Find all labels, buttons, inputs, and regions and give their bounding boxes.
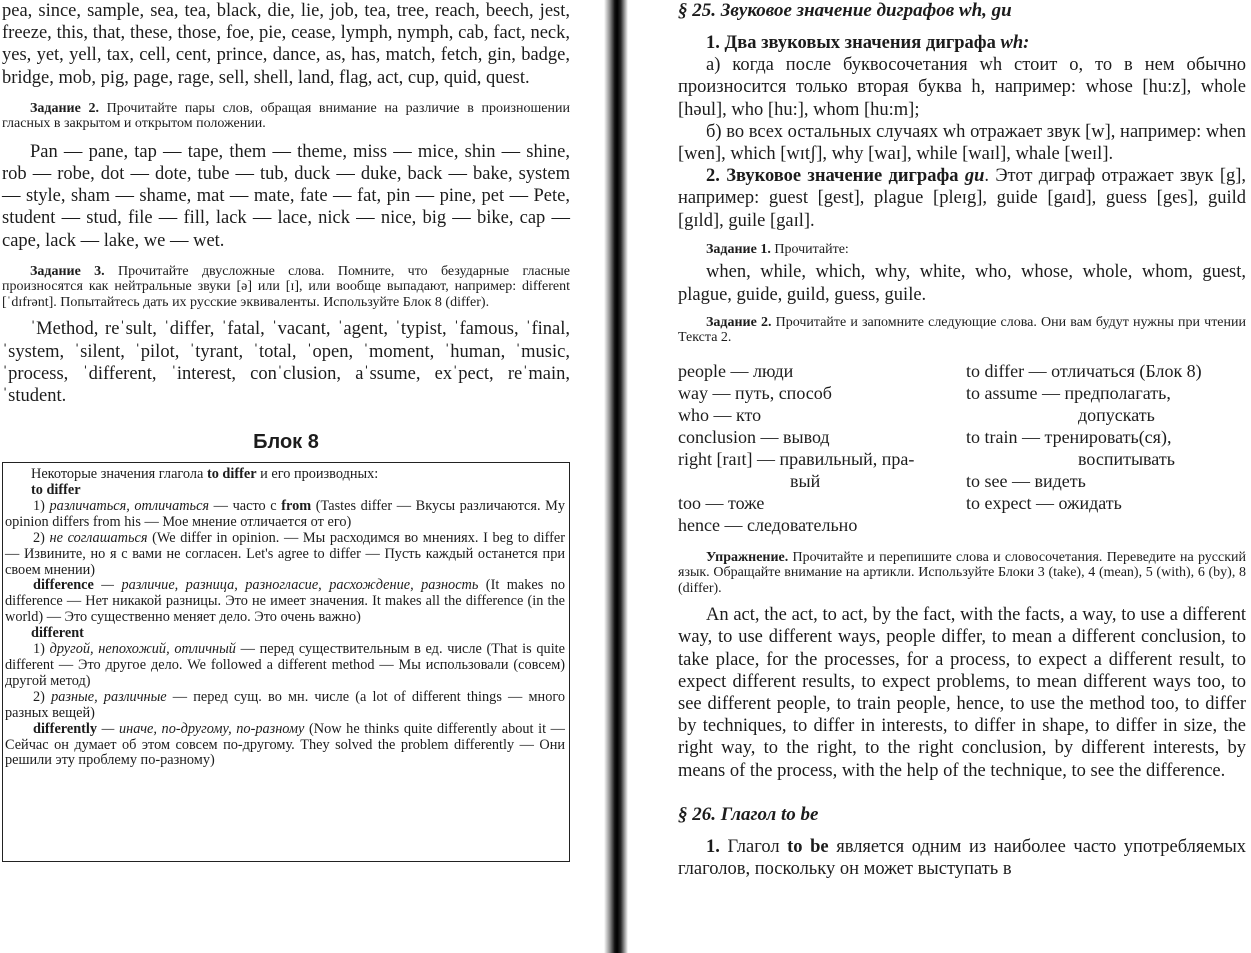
task-2-instructions <box>2 101 570 132</box>
block-8-intro: Некоторые значения глагола to differ и его производных: <box>31 466 379 483</box>
vocab-item: too — тоже <box>678 492 765 513</box>
two-syllable-words: ˈMethod, reˈsult, ˈdiffer, ˈfatal, ˈvacant, ˈagent, ˈtypist, ˈfamous, ˈfinal, ˈsystem, ˈsilent, ˈpilot, ˈtyrant, ˈtotal, ˈopen, ˈmoment, ˈhuman, ˈmusic, ˈprocess, ˈdifferent, ˈinterest, conˈclusion, aˈssume, exˈpect, reˈmain, ˈstudent. <box>2 319 570 406</box>
section-25-title: § 25. Звуковое значение диграфов wh, gu <box>678 0 1012 21</box>
differ-meaning-2: 2) не соглашаться (We differ in opinion. — Мы расходимся во мнениях. I beg to differ — Извините, но я с вами не согласен. Let's agree to differ — Пусть каждый останется при своем мнении) <box>5 529 565 578</box>
heading-different: different <box>31 625 84 642</box>
vocab-item: to see — видеть <box>966 470 1086 491</box>
vocabulary-table <box>678 360 1246 536</box>
vocab-item: to expect — ожидать <box>966 492 1122 513</box>
vocab-item-cont: воспитывать <box>1078 448 1175 469</box>
vocab-item: hence — следовательно <box>678 514 858 535</box>
digraph-gu-paragraph: 2. Звуковое значение диграфа gu. Этот диграф отражает звук [g], например: guest [gest], plague [pleɪg], guide [gaɪd], guess [ges], guild [gɪld], guile [gaɪl]. <box>678 166 1247 231</box>
vocab-item-cont: допускать <box>1078 404 1155 425</box>
task-3-label: Задание 3. <box>30 263 105 279</box>
vocab-item: way — путь, способ <box>678 382 832 403</box>
differ-meaning-1: 1) различаться, отличаться — часто с from (Tastes differ — Вкусы различаются. My opinion differs from his — Мое мнение отличается от его) <box>5 497 566 530</box>
word-list-top: pea, since, sample, sea, tea, black, die, lie, job, tea, tree, reach, beech, jest, freeze, this, that, these, those, foe, pie, cease, lymph, nymph, cab, fact, neck, yes, yet, yell, tax, cell, cent, prince, dance, as, has, match, fetch, gin, badge, bridge, mob, pig, page, rage, sell, shell, land, flag, act, cup, quid, quest. <box>2 1 570 88</box>
task-3-instructions <box>2 264 570 311</box>
task-2-label: Задание 2. <box>30 100 99 116</box>
vocab-item: to assume — предполагать, <box>966 382 1171 403</box>
task-2-text: Прочитайте пары слов, обращая внимание на различие в произношении гласных в закрытом и открытом положении. <box>2 100 570 132</box>
heading-to-differ: to differ <box>31 482 81 499</box>
r-task-1-instructions: Задание 1. Прочитайте: <box>706 241 849 257</box>
block-8-title: Блок 8 <box>253 431 319 454</box>
difference-entry: difference — различие, разница, разногласие, расхождение, разность (It makes no difference — Нет никакой разницы. Это не имеет значения. It makes all the difference (in the world) — Это существенно меняет дело. Это очень важно) <box>5 577 565 626</box>
book-gutter <box>604 0 628 953</box>
different-meaning-1: 1) другой, непохожий, отличный — перед существительным в ед. числе (That is quite different — Это другое дело. We followed a different method — Мы использовали (совсем) другой метод) <box>5 641 565 689</box>
vocab-item: who — кто <box>678 404 762 425</box>
block-8-box <box>2 462 570 862</box>
digraph-wh-heading: 1. Два звуковых значения диграфа wh: <box>706 33 1030 53</box>
vocab-left-column <box>678 360 966 536</box>
r-task-2-instructions: Задание 2. Прочитайте и запомните следующие слова. Они вам будут нужны при чтении Текста 2. <box>678 314 1246 346</box>
vocab-item: to train — тренировать(ся), <box>966 426 1172 447</box>
section-26-paragraph: 1. Глагол to be является одним из наиболее часто употребляемых глаголов, поскольку он может выступать в <box>678 836 1246 880</box>
vocab-item: to differ — отличаться (Блок 8) <box>966 360 1202 381</box>
vocab-item-cont: вый <box>790 470 821 491</box>
vocab-item: people — люди <box>678 360 794 381</box>
exercise-instructions: Упражнение. Прочитайте и перепишите слова и словосочетания. Переведите на русский язык. Обращайте внимание на артикли. Используйте Блоки 3 (take), 4 (mean), 5 (with), 6 (by), 8 (differ). <box>678 549 1247 596</box>
differently-entry: differently — иначе, по-другому, по-разному (Now he thinks quite differently about it — Сейчас он думает об этом совсем по-другому. They solved the problem differently — Они решили эту проблему по-разному) <box>5 720 565 769</box>
right-page <box>678 0 1246 880</box>
task-3-text: Прочитайте двусложные слова. Помните, что безударные гласные произносятся как нейтральные звуки [ə] или [ɪ], или вообще выпадают, например: different [ˈdɪfrənt]. Попытайтесь дать их русские эквиваленты. Используйте Блок 8 (differ). <box>2 263 570 310</box>
digraph-wh-rule-b: б) во всех остальных случаях wh отражает звук [w], например: when [wen], which [wɪtʃ], why [waɪ], while [waɪl], whale [weɪl]. <box>678 121 1246 165</box>
vocab-item: conclusion — вывод <box>678 426 830 447</box>
different-meaning-2: 2) разные, различные — перед сущ. во мн. числе (a lot of different things — много разных вещей) <box>5 688 565 721</box>
word-pairs: Pan — pane, tap — tape, them — theme, miss — mice, shin — shine, rob — robe, dot — dote, tube — tub, duck — duke, back — bake, system — style, sham — shame, mat — mate, fate — fat, pin — pine, pet — Pete, student — stud, file — fill, lack — lace, nick — nice, big — bike, cap — cape, lack — lake, we — wet. <box>2 141 570 251</box>
section-26-title: § 26. Глагол to be <box>678 803 819 825</box>
vocab-right-column <box>966 360 1246 536</box>
left-page <box>2 0 570 862</box>
exercise-text: An act, the act, to act, by the fact, with the facts, a way, to use a different way, to use different ways, people differ, to mean a different conclusion, to take place, for the processes, for a process, to expect a different result, to expect different results, to expect problems, to mean different ways too, to see different people, to train people, hence, to use the method too, to differ by techniques, to differ in interests, to differ in shape, to differ in size, the right way, to the right, to the right conclusion, by different interests, by means of the process, with the help of the technique, to see the difference. <box>678 605 1246 781</box>
r-task-1-words: when, while, which, why, white, who, whose, whole, whom, guest, plague, guide, guild, guess, guile. <box>678 262 1246 305</box>
vocab-item: right [raɪt] — правильный, пра- <box>678 448 915 469</box>
digraph-wh-rule-a: а) когда после буквосочетания wh стоит o, то в нем обычно произносится только вторая буква h, например: whose [hu:z], whole [həul], who [hu:], whom [hu:m]; <box>678 55 1246 120</box>
